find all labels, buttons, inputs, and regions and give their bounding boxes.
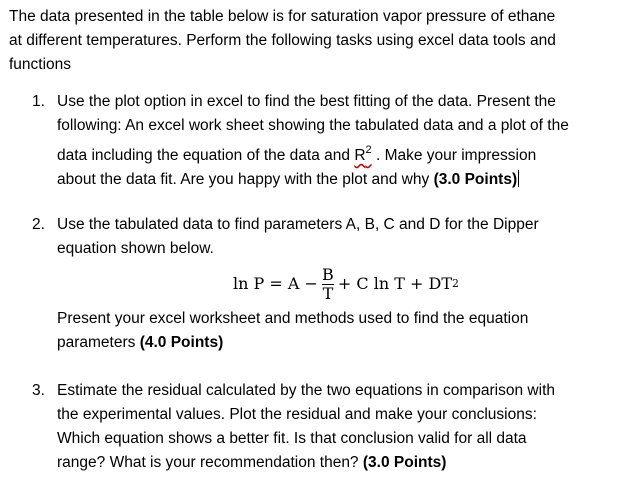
task-line: data including the equation of the data and $R^2$ . Make your impression xyxy=(57,144,537,164)
intro-line: functions xyxy=(9,56,72,73)
equation-rhs: + C ln T + DT xyxy=(337,274,452,293)
task-line: Which equation shows a better fit. Is that conclusion valid for all data xyxy=(57,430,527,447)
task-number: 2. xyxy=(32,216,45,233)
task-line: parameters (4.0 Points) xyxy=(57,334,224,351)
task-line: following: An excel work sheet showing the tabulated data and a plot of the xyxy=(57,117,569,134)
fraction-numerator: B xyxy=(322,264,334,284)
intro-paragraph xyxy=(9,5,631,77)
task-line: about the data fit. Are you happy with the plot and why (3.0 Points) xyxy=(57,171,518,188)
intro-line: The data presented in the table below is for saturation vapor pressure of ethane xyxy=(9,8,556,25)
equation-lhs: ln P = A − xyxy=(233,274,318,293)
points-label: (3.0 Points) xyxy=(362,454,447,471)
task-body[interactable] xyxy=(57,379,632,475)
text-cursor xyxy=(518,170,519,187)
task-2 xyxy=(32,213,632,355)
task-1 xyxy=(32,90,632,192)
intro-line: at different temperatures. Perform the following tasks using excel data tools and xyxy=(9,32,556,49)
task-line: equation shown below. xyxy=(57,240,214,257)
task-number: 1. xyxy=(32,93,45,110)
task-3 xyxy=(32,379,632,475)
fraction-denominator: T xyxy=(322,283,334,303)
task-line: Use the plot option in excel to find the best fitting of the data. Present the xyxy=(57,93,556,110)
task-body[interactable] xyxy=(57,90,632,192)
task-body[interactable] xyxy=(57,213,632,355)
task-line: the experimental values. Plot the residual and make your conclusions: xyxy=(57,406,537,423)
points-label: (4.0 Points) xyxy=(139,334,224,351)
dipper-equation xyxy=(57,261,632,307)
equation-fraction xyxy=(322,266,334,303)
r-squared: $R^2$ xyxy=(354,144,372,164)
task-line: Present your excel worksheet and methods used to find the equation xyxy=(57,310,529,327)
equation-exponent: 2 xyxy=(451,277,459,290)
points-label: (3.0 Points) xyxy=(433,171,518,188)
task-line: range? What is your recommendation then? (3.0 Points) xyxy=(57,454,447,471)
task-line: Estimate the residual calculated by the two equations in comparison with xyxy=(57,382,555,399)
task-line: Use the tabulated data to find parameters A, B, C and D for the Dipper xyxy=(57,216,539,233)
task-number: 3. xyxy=(32,382,45,399)
